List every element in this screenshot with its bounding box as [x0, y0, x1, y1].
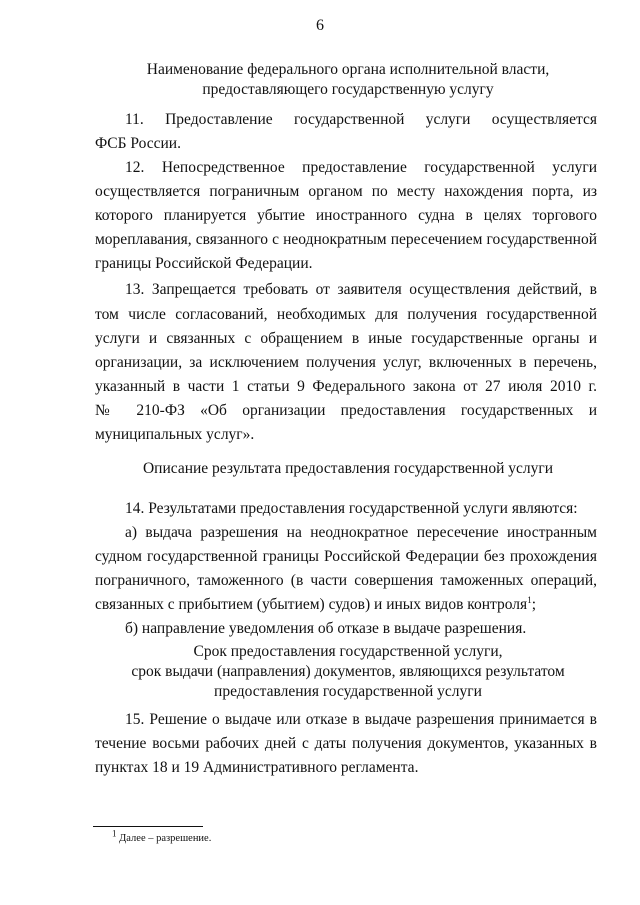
text-line: ФСБ России.: [95, 135, 181, 152]
heading-line: предоставления государственной услуги: [214, 683, 482, 700]
text-line: 14. Результатами предоставления государственной услуги являются:: [125, 500, 578, 517]
text-line: 13. Запрещается требовать от заявителя осуществления действий, в: [125, 281, 597, 298]
text-line: [95, 595, 597, 615]
text-line: муниципальных услуг».: [95, 426, 255, 443]
text-span: ;: [531, 596, 536, 613]
heading-line: предоставляющего государственную услугу: [202, 81, 494, 98]
heading-line: Наименование федерального органа исполнительной власти,: [146, 61, 550, 78]
text-line: осуществляется пограничным органом по месту нахождения порта, из: [95, 183, 597, 200]
text-line: б) направление уведомления об отказе в выдаче разрешения.: [125, 620, 527, 637]
section-heading: [88, 459, 608, 479]
text-line: услуги и связанных с обращением в иные государственные органы и: [95, 330, 597, 347]
heading-line: срок выдачи (направления) документов, являющихся результатом: [131, 663, 565, 680]
text-line: № 210-ФЗ «Об организации предоставления государственных и: [95, 402, 597, 419]
footnote-text: Далее – разрешение.: [119, 833, 212, 844]
footnote-separator: [93, 826, 203, 827]
text-line: судном государственной границы Российской Федерации без прохождения: [95, 548, 597, 565]
heading-line: Описание результата предоставления государственной услуги: [142, 460, 554, 477]
page-number: 6: [316, 17, 324, 34]
text-line: 11. Предоставление государственной услуги осуществляется: [125, 111, 597, 128]
text-line: границы Российской Федерации.: [95, 255, 313, 272]
footnote-marker: 1: [112, 828, 117, 839]
text-span: связанных с прибытием (убытием) судов) и иных видов контроля: [95, 596, 528, 613]
text-line: пограничного, таможенного (в части совершения таможенных операций,: [95, 572, 597, 589]
footnote: [112, 828, 212, 846]
text-line: которого планируется убытие иностранного судна в целях торгового: [95, 207, 597, 224]
heading-line: Срок предоставления государственной услуги,: [193, 643, 503, 660]
footnote-ref[interactable]: 1: [527, 594, 532, 605]
text-line: организации, за исключением получения услуг, включенных в перечень,: [95, 354, 597, 371]
text-line: 12. Непосредственное предоставление государственной услуги: [125, 159, 597, 176]
text-line: а) выдача разрешения на неоднократное пересечение иностранным: [125, 524, 597, 541]
text-line: указанный в части 1 статьи 9 Федерального закона от 27 июля 2010 г.: [95, 378, 597, 395]
text-line: 15. Решение о выдаче или отказе в выдаче разрешения принимается в: [125, 711, 597, 728]
text-line: течение восьми рабочих дней с даты получения документов, указанных в: [95, 735, 597, 752]
section-heading: [88, 642, 608, 702]
text-line: пунктах 18 и 19 Административного регламента.: [95, 759, 419, 776]
text-line: мореплавания, связанного с неоднократным пересечением государственной: [95, 231, 597, 248]
section-heading: [88, 60, 608, 100]
text-line: том числе согласований, необходимых для получения государственной: [95, 306, 597, 323]
